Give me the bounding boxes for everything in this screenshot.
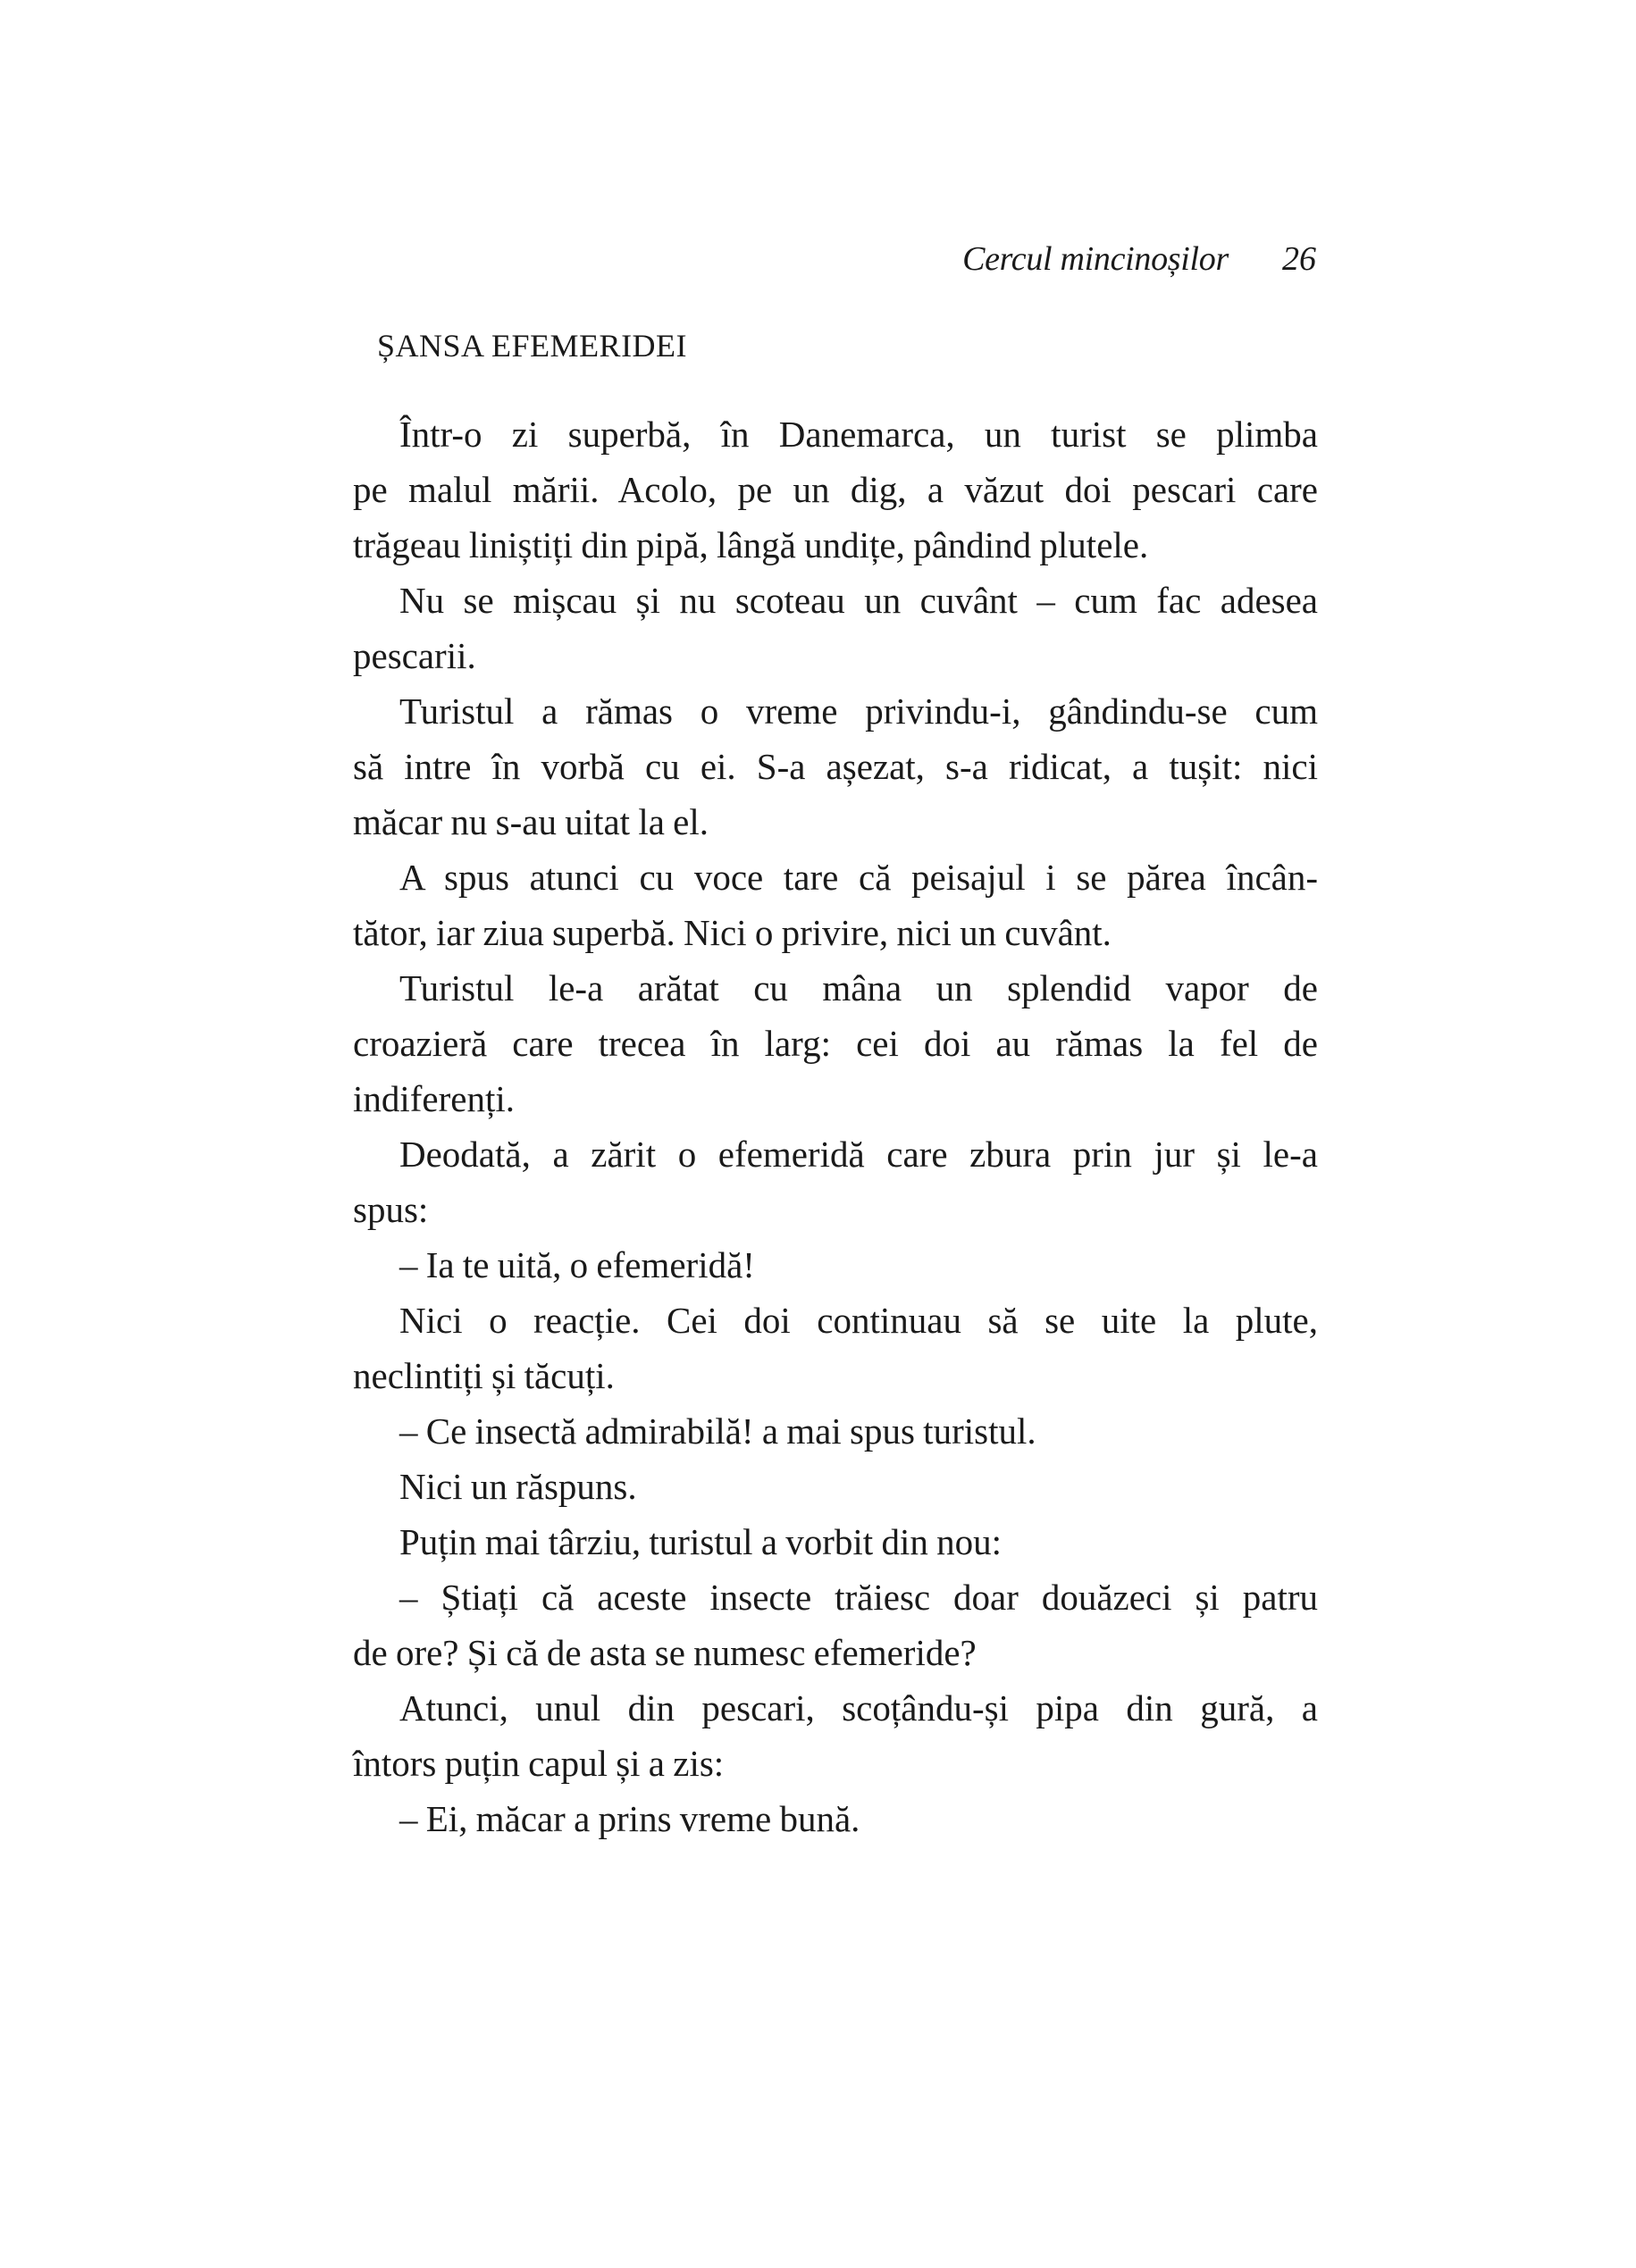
text-line: – Ia te uită, o efemeridă! (399, 1244, 755, 1285)
text-line: Nici un răspuns. (399, 1466, 637, 1507)
text-line: Nici o reacție. Cei doi continuau să se uite la plute, (399, 1300, 1318, 1341)
text-line: tător, iar ziua superbă. Nici o privire, nici un cuvânt. (353, 912, 1112, 953)
text-line: pescarii. (353, 635, 476, 676)
text-line: – Știați că aceste insecte trăiesc doar douăzeci și patru (399, 1577, 1318, 1618)
text-line: pe malul mării. Acolo, pe un dig, a văzut doi pescari care (353, 469, 1318, 510)
text-line: – Ei, măcar a prins vreme bună. (399, 1798, 860, 1839)
text-line: Nu se mișcau și nu scoteau un cuvânt – cum fac adesea (399, 580, 1318, 621)
text-line: să intre în vorbă cu ei. S-a așezat, s-a ridicat, a tușit: nici (353, 746, 1318, 787)
text-line: indiferenți. (353, 1078, 516, 1119)
text-line: neclintiți și tăcuți. (353, 1355, 615, 1396)
text-line: – Ce insectă admirabilă! a mai spus turistul. (399, 1410, 1036, 1452)
text-line: Turistul a rămas o vreme privindu-i, gândindu-se cum (399, 690, 1318, 732)
text-line: Puțin mai târziu, turistul a vorbit din nou: (399, 1521, 1002, 1562)
text-line: trăgeau liniștiți din pipă, lângă undițe, pândind plutele. (353, 524, 1149, 565)
text-line: croazieră care trecea în larg: cei doi au rămas la fel de (353, 1023, 1318, 1064)
text-line: Într-o zi superbă, în Danemarca, un turist se plimba (399, 414, 1318, 455)
body-text (353, 406, 1318, 1846)
text-line: măcar nu s-au uitat la el. (353, 801, 709, 842)
page-number: 26 (1282, 240, 1316, 278)
text-line: spus: (353, 1189, 429, 1230)
text-line: întors puțin capul și a zis: (353, 1743, 725, 1784)
running-title: Cercul mincinoșilor (962, 240, 1229, 278)
text-line: de ore? Și că de asta se numesc efemeride? (353, 1632, 977, 1673)
text-line: Turistul le-a arătat cu mâna un splendid vapor de (399, 967, 1318, 1008)
chapter-title: ȘANSA EFEMERIDEI (377, 328, 688, 364)
text-line: A spus atunci cu voce tare că peisajul i se părea încân- (399, 857, 1318, 898)
text-line: Deodată, a zărit o efemeridă care zbura prin jur și le-a (399, 1134, 1318, 1175)
running-header (353, 239, 1318, 284)
text-line: Atunci, unul din pescari, scoțându-și pipa din gură, a (399, 1687, 1318, 1728)
